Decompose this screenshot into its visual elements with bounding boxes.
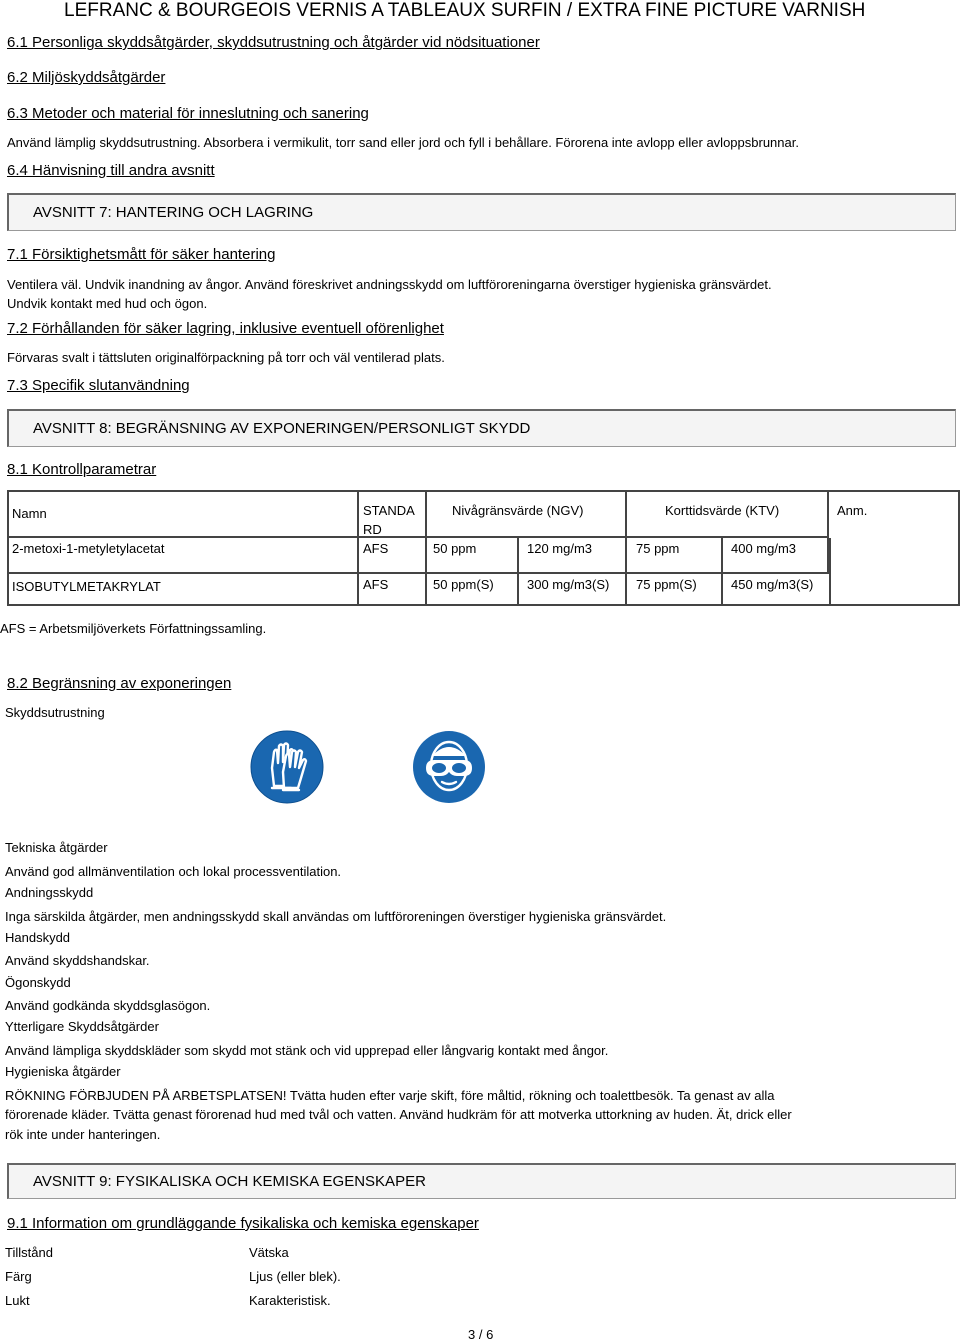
section-9-banner xyxy=(7,1163,956,1199)
extra-label: Ytterligare Skyddsåtgärder xyxy=(5,1019,159,1034)
skyddsutrustning-label: Skyddsutrustning xyxy=(5,705,105,720)
afs-note: AFS = Arbetsmiljöverkets Författningssamling. xyxy=(0,621,267,636)
row1-ktv-mg-cell xyxy=(721,538,829,572)
table-header-anm: Anm. xyxy=(837,503,868,518)
row2-std: AFS xyxy=(363,577,389,592)
row1-ngv-ppm-cell xyxy=(425,538,517,572)
table-header-name-cell xyxy=(7,490,357,538)
heading-7-1: 7.1 Försiktighetsmått för säker hantering xyxy=(7,246,276,263)
section-8-banner xyxy=(7,409,956,447)
paragraph-7-1a: Ventilera väl. Undvik inandning av ångor. Använd föreskrivet andningsskydd om luftföroreningarna överstiger hygieniska gränsvärdet. xyxy=(7,277,772,292)
prop-value-color: Ljus (eller blek). xyxy=(249,1269,341,1284)
prop-value-state: Vätska xyxy=(249,1245,289,1260)
table-header-ngv-cell xyxy=(425,490,625,538)
row2-ktv-mg: 450 mg/m3(S) xyxy=(731,577,814,592)
row2-name: ISOBUTYLMETAKRYLAT xyxy=(12,579,161,594)
prop-label-odor: Lukt xyxy=(5,1293,30,1308)
table-row xyxy=(7,538,357,572)
page-number: 3 / 6 xyxy=(468,1327,494,1342)
prop-value-odor: Karakteristisk. xyxy=(249,1293,331,1308)
prop-label-state: Tillstånd xyxy=(5,1245,53,1260)
row2-ktv-ppm-cell xyxy=(625,572,721,606)
eye-label: Ögonskydd xyxy=(5,975,71,990)
row2-ktv-ppm: 75 ppm(S) xyxy=(636,577,697,592)
section-7-title: AVSNITT 7: HANTERING OCH LAGRING xyxy=(33,204,314,221)
prop-label-color: Färg xyxy=(5,1269,32,1284)
anm-cell xyxy=(829,538,960,606)
row1-ktv-ppm-cell xyxy=(625,538,721,572)
paragraph-7-1b: Undvik kontakt med hud och ögon. xyxy=(7,296,208,311)
section-9-title: AVSNITT 9: FYSIKALISKA OCH KEMISKA EGENSKAPER xyxy=(33,1173,426,1190)
tech-label: Tekniska åtgärder xyxy=(5,840,108,855)
heading-9-1: 9.1 Information om grundläggande fysikaliska och kemiska egenskaper xyxy=(7,1215,479,1232)
hand-label: Handskydd xyxy=(5,930,71,945)
breath-label: Andningsskydd xyxy=(5,885,94,900)
table-header-standard-2: RD xyxy=(363,522,382,537)
extra-text: Använd lämpliga skyddskläder som skydd mot stänk och vid upprepad eller långvarig kontakt med ångor. xyxy=(5,1043,609,1058)
heading-8-1: 8.1 Kontrollparametrar xyxy=(7,461,157,478)
section-8-title: AVSNITT 8: BEGRÄNSNING AV EXPONERINGEN/PERSONLIGT SKYDD xyxy=(33,420,531,437)
row1-ktv-mg: 400 mg/m3 xyxy=(731,541,797,556)
row1-std-cell xyxy=(357,538,425,572)
row2-ngv-ppm: 50 ppm(S) xyxy=(433,577,494,592)
goggles-icon xyxy=(412,730,486,804)
paragraph-6-3: Använd lämplig skyddsutrustning. Absorbera i vermikulit, torr sand eller jord och fyll i behållare. Förorena inte avlopp eller avloppsbrunnar. xyxy=(7,135,799,150)
gloves-icon xyxy=(250,730,324,804)
row1-ngv-ppm: 50 ppm xyxy=(433,541,477,556)
row1-ngv-mg: 120 mg/m3 xyxy=(527,541,593,556)
paragraph-7-2: Förvaras svalt i tättsluten originalförpackning på torr och väl ventilerad plats. xyxy=(7,350,445,365)
table-header-standard-1: STANDA xyxy=(363,503,415,518)
row1-ktv-ppm: 75 ppm xyxy=(636,541,680,556)
hand-text: Använd skyddshandskar. xyxy=(5,953,150,968)
breath-text: Inga särskilda åtgärder, men andningsskydd skall användas om luftföroreningen överstiger hygieniska gränsvärdet. xyxy=(5,909,667,924)
table-header-standard-cell xyxy=(357,490,425,538)
heading-8-2: 8.2 Begränsning av exponeringen xyxy=(7,675,232,692)
table-header-ngv: Nivågränsvärde (NGV) xyxy=(452,503,584,518)
hygiene-line-3: rök inte under hanteringen. xyxy=(5,1127,161,1142)
row2-ktv-mg-cell xyxy=(721,572,829,606)
heading-7-3: 7.3 Specifik slutanvändning xyxy=(7,377,190,394)
document-title: LEFRANC & BOURGEOIS VERNIS A TABLEAUX SURFIN / EXTRA FINE PICTURE VARNISH xyxy=(64,0,866,21)
table-header-ktv-cell xyxy=(625,490,829,538)
row2-ngv-ppm-cell xyxy=(425,572,517,606)
tech-text: Använd god allmänventilation och lokal processventilation. xyxy=(5,864,342,879)
heading-6-3: 6.3 Metoder och material för inneslutning och sanering xyxy=(7,105,369,122)
hygiene-line-2: förorenade kläder. Tvätta genast förorenad hud med tvål och vatten. Använd hudkräm för att motverka uttorkning av huden. Ät, drick eller xyxy=(5,1107,792,1122)
row1-ngv-mg-cell xyxy=(517,538,625,572)
heading-6-1: 6.1 Personliga skyddsåtgärder, skyddsutrustning och åtgärder vid nödsituationer xyxy=(7,34,540,51)
row2-std-cell xyxy=(357,572,425,606)
table-header-anm-cell xyxy=(829,490,960,538)
table-header-name: Namn xyxy=(12,506,47,521)
control-parameters-table xyxy=(7,490,960,606)
table-header-ktv: Korttidsvärde (KTV) xyxy=(665,503,780,518)
row1-name: 2-metoxi-1-metyletylacetat xyxy=(12,541,165,556)
heading-6-4: 6.4 Hänvisning till andra avsnitt xyxy=(7,162,215,179)
table-row xyxy=(7,572,357,606)
heading-7-2: 7.2 Förhållanden för säker lagring, inklusive eventuell oförenlighet xyxy=(7,320,444,337)
row2-ngv-mg-cell xyxy=(517,572,625,606)
eye-text: Använd godkända skyddsglasögon. xyxy=(5,998,211,1013)
heading-6-2: 6.2 Miljöskyddsåtgärder xyxy=(7,69,166,86)
row1-std: AFS xyxy=(363,541,389,556)
hygiene-line-1: RÖKNING FÖRBJUDEN PÅ ARBETSPLATSEN! Tvätta huden efter varje skift, före måltid, rökning och toalettbesök. Ta genast av alla xyxy=(5,1088,775,1103)
row2-ngv-mg: 300 mg/m3(S) xyxy=(527,577,610,592)
hygiene-label: Hygieniska åtgärder xyxy=(5,1064,121,1079)
section-7-banner xyxy=(7,193,956,231)
